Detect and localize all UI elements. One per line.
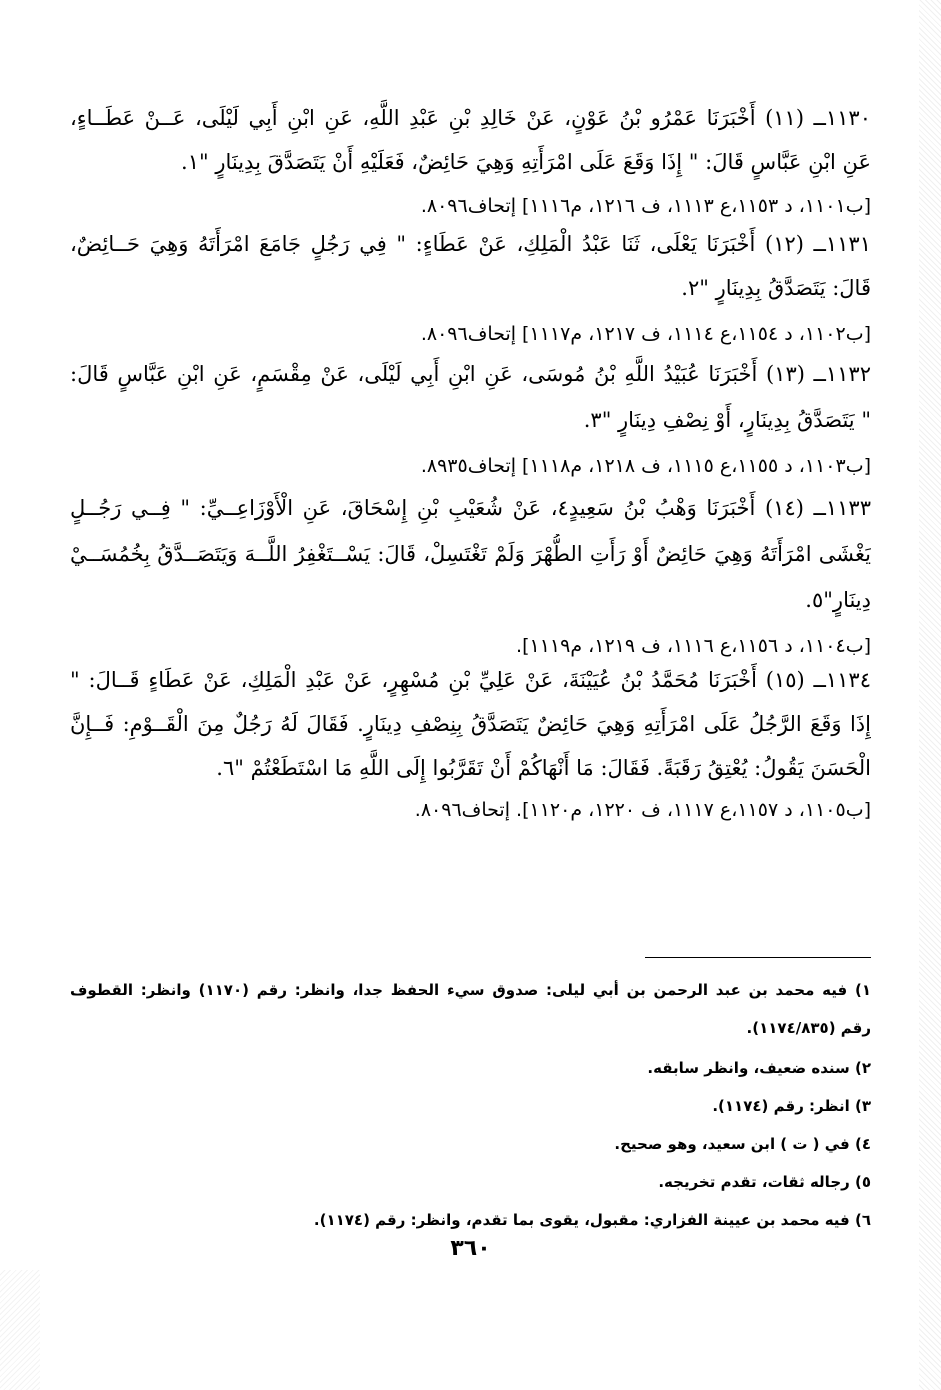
footnote: ٥) رجاله ثقات، تقدم تخريجه. (658, 1173, 871, 1191)
footnote-separator (645, 957, 871, 958)
hadith-text-line: دِينَارٍ"٥. (805, 588, 871, 612)
page-number: ٣٦٠ (450, 1236, 491, 1261)
hadith-text-line: ١١٣٠ــ (١١) أَخْبَرَنَا عَمْرُو بْنُ عَوْنٍ، عَنْ خَالِدِ بْنِ عَبْدِ اللَّهِ، عَنِ ابْنِ أَبِي لَيْلَى، عَــنْ عَطَــاءٍ، (70, 106, 871, 130)
hadith-text-line: ١١٣٣ــ (١٤) أَخْبَرَنَا وَهْبُ بْنُ سَعِيدٍ٤، عَنْ شُعَيْبِ بْنِ إِسْحَاقَ، عَنِ الْأَوْزَاعِــيِّ: " فِــي رَجُــلٍ (70, 496, 871, 520)
hadith-text-line: " يَتَصَدَّقُ بِدِينَارٍ، أَوْ نِصْفِ دِينَارٍ "٣. (583, 408, 871, 432)
footnote: ١) فيه محمد بن عبد الرحمن بن أبي ليلى: صدوق سيء الحفظ جدا، وانظر: رقم (١١٧٠) وانظر: القطوف (70, 981, 871, 999)
footnote: ٦) فيه محمد بن عيينة الفزاري: مقبول، يقوى بما تقدم، وانظر: رقم (١١٧٤). (313, 1211, 871, 1229)
hadith-text-line: قَالَ: يَتَصَدَّقُ بِدِينَارٍ "٢. (681, 276, 871, 300)
footnote: ٢) سنده ضعيف، وانظر سابقه. (647, 1059, 871, 1077)
hadith-reference: [ب١١٠٢، د ١١٥٤،ع ١١١٤، ف ١٢١٧، م١١١٧] إتحاف٨٠٩٦. (420, 323, 871, 345)
hadith-text-line: يَغْشَى امْرَأَتَهُ وَهِيَ حَائِضٌ أَوْ رَأَتِ الطُّهْرَ وَلَمْ تَغْتَسِلْ، قَالَ: يَسْــتَغْفِرُ اللَّــهَ وَيَتَصَــدَّقُ بِخُمُسَــيْ (70, 542, 871, 566)
scan-edge-texture (919, 0, 941, 1390)
hadith-text-line: عَنِ ابْنِ عَبَّاسٍ قَالَ: " إِذَا وَقَعَ عَلَى امْرَأَتِهِ وَهِيَ حَائِضٌ، فَعَلَيْهِ أَنْ يَتَصَدَّقَ بِدِينَارٍ "١. (181, 150, 871, 174)
hadith-text-line: ١١٣٤ــ (١٥) أَخْبَرَنَا مُحَمَّدُ بْنُ عُيَيْنَةَ، عَنْ عَلِيِّ بْنِ مُسْهِرٍ، عَنْ عَبْدِ الْمَلِكِ، عَنْ عَطَاءٍ قَــالَ: " (70, 668, 871, 692)
scan-edge-texture (0, 1270, 40, 1390)
hadith-text-line: الْحَسَنَ يَقُولُ: يُعْتِقُ رَقَبَةً. فَقَالَ: مَا أَنْهَاكُمْ أَنْ تَقَرَّبُوا إِلَى اللَّهِ مَا اسْتَطَعْتُمْ "٦. (216, 756, 871, 780)
hadith-text-line: ١١٣٢ــ (١٣) أَخْبَرَنَا عُبَيْدُ اللَّهِ بْنُ مُوسَى، عَنِ ابْنِ أَبِي لَيْلَى، عَنْ مِقْسَمٍ، عَنِ ابْنِ عَبَّاسٍ قَالَ: (70, 362, 871, 386)
hadith-reference: [ب١١٠٣، د ١١٥٥،ع ١١١٥، ف ١٢١٨، م١١١٨] إتحاف٨٩٣٥. (420, 455, 871, 477)
hadith-text-line: إِذَا وَقَعَ الرَّجُلُ عَلَى امْرَأَتِهِ وَهِيَ حَائِضٌ يَتَصَدَّقُ بِنِصْفِ دِينَارٍ. فَقَالَ لَهُ رَجُلٌ مِنَ الْقَــوْمِ: فَــإِنَّ (70, 712, 871, 736)
hadith-reference: [ب١١٠٥، د ١١٥٧،ع ١١١٧، ف ١٢٢٠، م١١٢٠]. إتحاف٨٠٩٦. (414, 799, 871, 821)
hadith-reference: [ب١١٠٤، د ١١٥٦،ع ١١١٦، ف ١٢١٩، م١١١٩]. (516, 635, 871, 657)
footnote: ٣) انظر: رقم (١١٧٤). (712, 1097, 871, 1115)
hadith-reference: [ب١١٠١، د ١١٥٣،ع ١١١٣، ف ١٢١٦، م١١١٦] إتحاف٨٠٩٦. (420, 195, 871, 217)
hadith-text-line: ١١٣١ــ (١٢) أَخْبَرَنَا يَعْلَى، ثَنَا عَبْدُ الْمَلِكِ، عَنْ عَطَاءٍ: " فِي رَجُلٍ جَامَعَ امْرَأَتَهُ وَهِيَ حَــائِضٌ، (70, 232, 871, 256)
footnote: رقم (١١٧٤/٨٣٥). (746, 1019, 871, 1037)
footnote: ٤) في ( ت ) ابن سعيد، وهو صحيح. (614, 1135, 871, 1153)
